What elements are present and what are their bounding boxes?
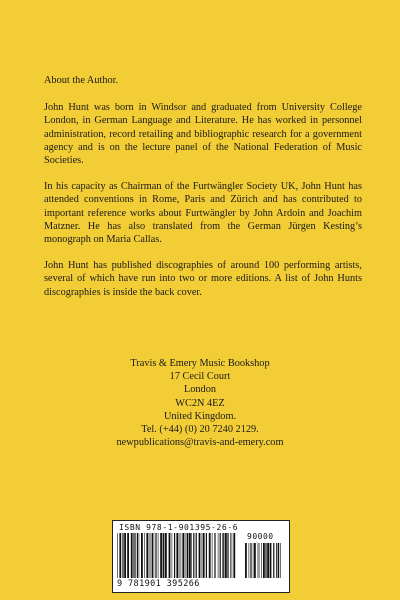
barcode-bar [119,533,121,578]
isbn-label: ISBN 978-1-901395-26-6 [119,523,239,532]
barcode-bar [259,543,260,578]
barcode-bar [149,533,150,578]
barcode-bar [214,533,215,578]
barcode-bar [139,533,140,578]
barcode-bar [230,533,231,578]
barcode-bar [273,543,274,578]
barcode-bar [137,533,138,578]
barcode-bar [189,533,191,578]
barcode-bar [206,533,207,578]
addon-barcode-bars [245,543,283,578]
barcode-bar [249,543,250,578]
barcode-bar [160,533,162,578]
barcode-bar [155,533,156,578]
publisher-country: United Kingdom. [163,410,237,422]
barcode-bar [124,533,126,578]
barcode-bar [196,533,197,578]
barcode-bar [225,533,227,578]
barcode-bar [245,543,247,578]
barcode-bar [134,533,135,578]
publisher-postcode: WC2N 4EZ [175,397,225,409]
barcode-bar [232,533,233,578]
barcode-bar [258,543,259,578]
publisher-tel: Tel. (+44) (0) 20 7240 2129. [141,424,259,436]
barcode-bar [158,533,159,578]
about-paragraph-3: John Hunt has published discographies of around 100 performing artists, several of which have run into two or more editions. A list of John Hunts discographies is inside the back cover. [44,260,362,298]
barcode-bar [191,533,192,578]
barcode-bar [218,533,219,578]
barcode-bar [169,533,171,578]
barcode-bar [280,543,281,578]
barcode-bar [209,533,211,578]
barcode-bar [154,533,155,578]
barcode-bar [141,533,143,578]
about-paragraph-1: John Hunt was born in Windsor and graduated from University College London, in German Language and Literature. He has worked in personnel administration, record retailing and bibliographic research for a government agency and is on the lecture panel of the National Federation of Music Societies. [44,102,362,167]
barcode-bar [133,533,134,578]
barcode-bar [233,533,235,578]
addon-digits: 90000 [247,532,274,541]
ean-barcode-bars [117,533,237,578]
barcode-bar [127,533,129,578]
barcode-bar [179,533,180,578]
publisher-address [80,357,320,449]
barcode-bar [202,533,203,578]
barcode-bar [185,533,186,578]
barcode-bar [278,543,279,578]
barcode-bar [163,533,165,578]
barcode-bar [250,543,251,578]
barcode-bar [117,533,118,578]
about-heading: About the Author. [44,75,119,86]
barcode-bar [146,533,148,578]
barcode-bar [212,533,213,578]
barcode-bar [223,533,224,578]
isbn-barcode [112,520,290,593]
barcode-bar [267,543,269,578]
barcode-bar [203,533,205,578]
barcode-bar [227,533,228,578]
barcode-bar [261,543,262,578]
about-author-section [44,74,362,312]
barcode-bar [174,533,175,578]
barcode-bar [181,533,182,578]
barcode-bar [276,543,277,578]
publisher-city: London [183,384,217,396]
barcode-bar [187,533,189,578]
barcode-bar [193,533,194,578]
barcode-bar [182,533,184,578]
publisher-street: 17 Cecil Court [169,371,231,383]
barcode-bar [254,543,256,578]
publisher-email: newpublications@travis-and-emery.com [116,437,284,449]
barcode-bar [165,533,167,578]
barcode-bar [220,533,221,578]
barcode-bar [199,533,201,578]
barcode-bar [172,533,173,578]
barcode-bar [122,533,123,578]
barcode-bar [222,533,223,578]
barcode-bar [215,533,216,578]
barcode-bar [152,533,153,578]
barcode-bar [270,543,272,578]
barcode-bar [176,533,178,578]
publisher-name: Travis & Emery Music Bookshop [130,358,270,369]
barcode-bar [144,533,145,578]
ean-digits: 9 781901 395266 [117,579,200,589]
barcode-bar [131,533,133,578]
about-paragraph-2: In his capacity as Chairman of the Furtwängler Society UK, John Hunt has attended conventions in Rome, Paris and Zürich and has contributed to important reference works about Furtwängler by John Ardoin and Joachim Matzner. He has also translated from the German Jürgen Kesting’s monograph on Maria Callas. [44,181,362,246]
barcode-bar [263,543,265,578]
barcode-bar [151,533,152,578]
barcode-bar [253,543,254,578]
barcode-bar [265,543,266,578]
